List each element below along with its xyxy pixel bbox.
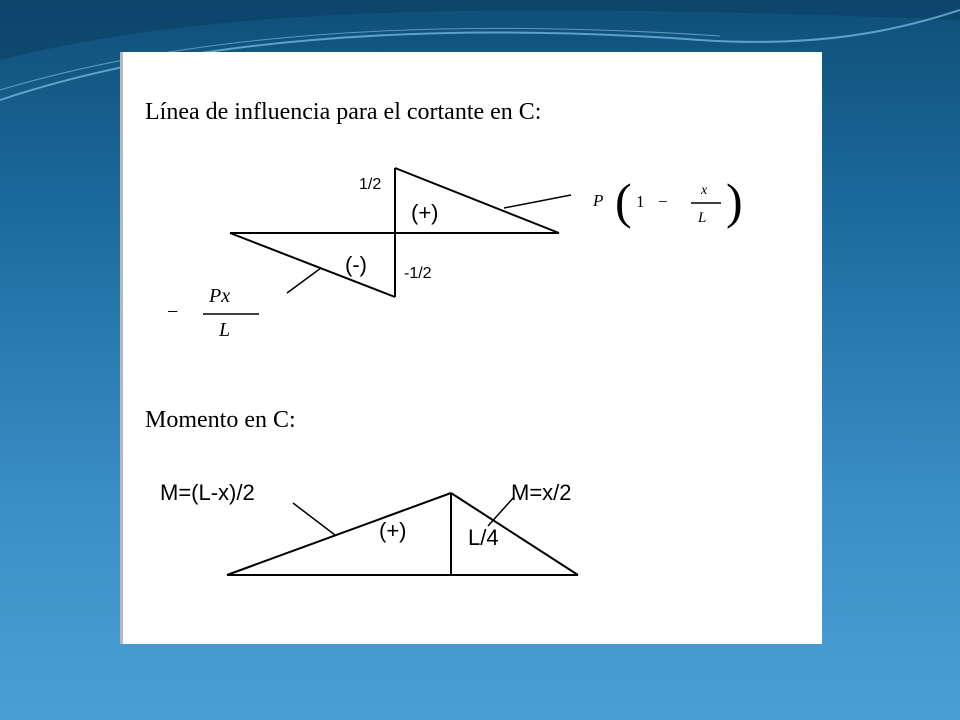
svg-text:1: 1 (636, 192, 645, 211)
svg-text:P: P (593, 191, 604, 210)
shear-negative-edge (230, 233, 395, 297)
svg-text:−: − (658, 192, 668, 211)
label-moment-right: M=x/2 (511, 480, 572, 505)
svg-text:L: L (698, 210, 707, 226)
leader-right (504, 195, 571, 208)
leader-left (287, 268, 321, 293)
diagram-canvas (123, 52, 825, 644)
label-peak-moment: L/4 (468, 525, 499, 550)
label-positive-shear: (+) (411, 200, 439, 225)
svg-text:Px: Px (209, 285, 231, 307)
label-moment-left: M=(L-x)/2 (160, 480, 255, 505)
label-negative-shear: (-) (345, 252, 367, 277)
formula-left (167, 285, 259, 341)
svg-text:L: L (219, 319, 231, 341)
slide-panel (120, 52, 822, 644)
svg-text:x: x (701, 183, 708, 198)
shear-heading: Línea de influencia para el cortante en C: (145, 99, 542, 125)
moment-left-edge (227, 493, 451, 575)
moment-leader-left (293, 503, 335, 535)
formula-right (592, 173, 743, 229)
label-bottom-ordinate: -1/2 (404, 265, 432, 282)
svg-text:−: − (167, 301, 179, 323)
shear-influence-diagram (230, 168, 571, 297)
svg-text:(: ( (615, 173, 632, 229)
label-positive-moment: (+) (379, 518, 407, 543)
moment-heading: Momento en C: (145, 407, 296, 433)
svg-text:): ) (726, 173, 743, 229)
label-top-ordinate: 1/2 (359, 176, 382, 193)
